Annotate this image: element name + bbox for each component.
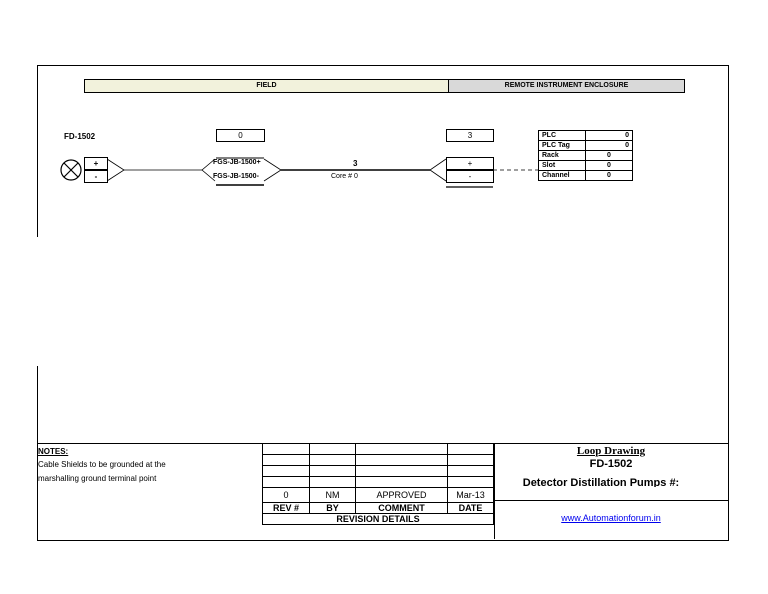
title-block-divider (494, 500, 728, 501)
device-terminal-plus: + (84, 157, 108, 170)
slot-row (539, 161, 633, 171)
plc-row (539, 131, 633, 141)
rack-value: 0 (586, 151, 633, 161)
rev-comment: APPROVED (356, 488, 448, 503)
rev-by: NM (310, 488, 356, 503)
website-link[interactable]: www.Automationforum.in (561, 513, 661, 523)
loop-drawing-title: Loop Drawing (576, 445, 646, 457)
rack-row (539, 151, 633, 161)
rev-empty-row (263, 455, 494, 466)
rev-header-row (263, 503, 494, 514)
rack-label: Rack (539, 151, 586, 161)
plc-value: 0 (586, 131, 633, 141)
marshalling-connector-shape (430, 159, 446, 181)
device-terminal-minus: - (84, 170, 108, 183)
slot-value: 0 (586, 161, 633, 171)
channel-row (539, 171, 633, 181)
plc-label: PLC (539, 131, 586, 141)
field-header: FIELD (84, 79, 449, 93)
jb-number-box: 0 (216, 129, 265, 142)
marshalling-terminal-minus: - (446, 170, 494, 183)
title-block-description (494, 473, 728, 487)
slot-label: Slot (539, 161, 586, 171)
notes-line-1: Cable Shields to be grounded at the (38, 460, 166, 469)
rev-footer-row (263, 514, 494, 525)
revision-table (262, 443, 494, 525)
rev-empty-row (263, 444, 494, 455)
plc-tag-value: 0 (586, 141, 633, 151)
channel-label: Channel (539, 171, 586, 181)
rev-empty-row (263, 477, 494, 488)
device-tag: FD-1502 (64, 132, 96, 141)
plc-info-table (538, 130, 633, 181)
jb-terminal-minus: FGS-JB-1500- (213, 173, 259, 180)
cable-number: 3 (353, 159, 358, 168)
notes-title: NOTES: (38, 447, 69, 456)
marshalling-terminal-plus: + (446, 157, 494, 170)
rev-data-row (263, 488, 494, 503)
rev-empty-row (263, 466, 494, 477)
rev-date: Mar-13 (448, 488, 494, 503)
rev-header-rev: REV # (263, 503, 310, 514)
plc-tag-row (539, 141, 633, 151)
marshalling-number-box: 3 (446, 129, 494, 142)
rev-number: 0 (263, 488, 310, 503)
jb-terminal-plus: FGS-JB-1500+ (213, 159, 261, 166)
title-block-tag: FD-1502 (589, 458, 633, 470)
cable-core: Core # 0 (331, 173, 358, 180)
jb-right-connector-shape (264, 159, 281, 181)
title-block-description-text: Detector Distillation Pumps #: (522, 477, 680, 487)
enclosure-header: REMOTE INSTRUMENT ENCLOSURE (448, 79, 685, 93)
rev-header-date: DATE (448, 503, 494, 514)
rev-header-by: BY (310, 503, 356, 514)
device-connector-shape (107, 159, 124, 181)
plc-tag-label: PLC Tag (539, 141, 586, 151)
notes-line-2: marshalling ground terminal point (38, 474, 157, 483)
channel-value: 0 (586, 171, 633, 181)
rev-header-comment: COMMENT (356, 503, 448, 514)
revision-details-label: REVISION DETAILS (263, 514, 494, 525)
